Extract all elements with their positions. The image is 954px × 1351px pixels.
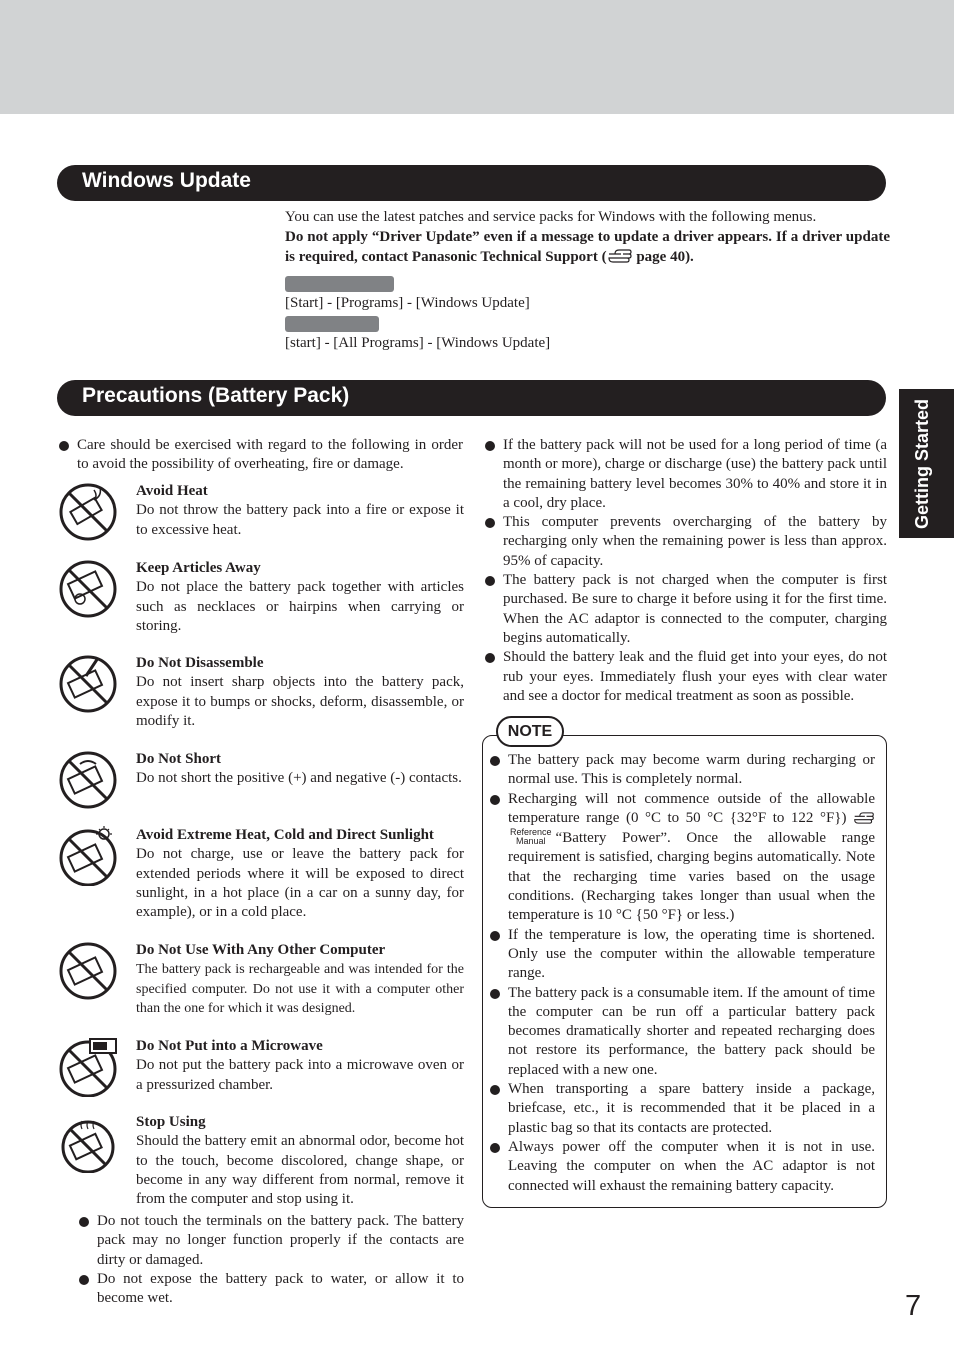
- no-metal-articles-icon: [58, 559, 118, 619]
- no-fire-icon: [58, 482, 118, 542]
- item-text: The battery pack is rechargeable and was intended for the specified computer. Do not use it with a computer other than the one for which it was designed.: [136, 962, 464, 1016]
- note-item: The battery pack is a consumable item. If the amount of time the computer can be run off a particular battery pack becomes dramatically shorter and repeated recharging does not restore its performance, the battery pack should be replaced with a new one.: [489, 984, 875, 1080]
- precautions-right-column: [484, 436, 887, 706]
- no-other-computer-icon: [58, 941, 118, 1001]
- section-header-precautions: [57, 380, 886, 416]
- item-text: Do not insert sharp objects into the battery pack, expose it to bumps or shocks, deform, disassemble, or modify it.: [136, 674, 464, 729]
- list-item: This computer prevents overcharging of the battery by recharging only when the remaining power is less than approx. 95% of capacity.: [484, 513, 887, 571]
- list-item: Do not expose the battery pack to water, or allow it to become wet.: [78, 1270, 464, 1309]
- section-title: Windows Update: [82, 169, 251, 192]
- no-sunlight-icon: [58, 826, 118, 886]
- item-text: Do not short the positive (+) and negative (-) contacts.: [136, 770, 462, 787]
- note-label: [496, 716, 564, 747]
- side-tab-getting-started: [899, 389, 954, 538]
- page-number: 7: [905, 1290, 922, 1322]
- item-title: Avoid Extreme Heat, Cold and Direct Sunlight: [136, 827, 434, 843]
- list-item: If the battery pack will not be used for a long period of time (a month or more), charge or discharge (use) the battery pack until the remaining battery level becomes 30% to 40% and store it in a cool, dry place.: [484, 436, 887, 513]
- item-title: Avoid Heat: [136, 483, 208, 499]
- item-title: Do Not Short: [136, 751, 221, 767]
- item-text: Should the battery emit an abnormal odor, become hot to the touch, become discolored, change shape, or become in any way different from normal, remove it from the computer and stop using it.: [136, 1133, 464, 1208]
- bottom-bullets: [78, 1212, 464, 1308]
- item-text: Do not place the battery pack together with articles such as necklaces or hairpins when carrying or storing.: [136, 579, 464, 634]
- ref-line: Manual: [516, 836, 546, 847]
- item-title: Do Not Use With Any Other Computer: [136, 942, 386, 958]
- note-list: [489, 751, 875, 1196]
- reference-manual-label: [510, 828, 552, 846]
- item-title: Stop Using: [136, 1114, 206, 1130]
- note-item: If the temperature is low, the operating time is shortened. Only use the computer within the allowable temperature range.: [489, 926, 875, 984]
- note-text: “Battery Power”. Once the allowable range requirement is satisfied, charging begins automatically. Note that the recharging time varies based on the usage conditions. (Recharging takes longer than usual when the temperature is 10 °C {50 °F} or less.): [508, 830, 875, 924]
- item-text: Do not put the battery pack into a microwave oven or a pressurized chamber.: [136, 1057, 464, 1093]
- item-text: Do not throw the battery pack into a fire or expose it to excessive heat.: [136, 502, 464, 538]
- no-microwave-icon: [58, 1037, 118, 1097]
- note-item: [489, 790, 875, 926]
- reference-hand-icon: [607, 248, 633, 264]
- menu-path: [start] - [All Programs] - [Windows Update]: [285, 335, 551, 351]
- list-item: Should the battery leak and the fluid get into your eyes, do not rub your eyes. Immediately flush your eyes with clear water and see a doctor for medical treatment as soon as possible.: [484, 648, 887, 706]
- os-label-bar: [285, 316, 379, 332]
- ref-line: Reference: [510, 827, 552, 838]
- list-item: Care should be exercised with regard to the following in order to avoid the possibility of overheating, fire or damage.: [58, 436, 463, 475]
- precautions-left-column: [58, 436, 464, 1307]
- menu-path: [Start] - [Programs] - [Windows Update]: [285, 295, 530, 311]
- item-title: Do Not Put into a Microwave: [136, 1038, 323, 1054]
- item-text: Do not charge, use or leave the battery pack for extended periods where it will be exposed to direct sunlight, in a hot place (in a car on a sunny day, for example), or in a cold place.: [136, 846, 464, 921]
- no-short-icon: [58, 750, 118, 810]
- header-band: [0, 0, 954, 114]
- section-title: Precautions (Battery Pack): [82, 384, 350, 407]
- note-item: When transporting a spare battery inside a package, briefcase, etc., it is recommended that it be placed in a plastic bag so that its contacts are protected.: [489, 1080, 875, 1138]
- side-tab-label: Getting Started: [912, 398, 932, 529]
- item-title: Do Not Disassemble: [136, 655, 264, 671]
- stop-using-icon: [58, 1113, 118, 1173]
- section-header-windows-update: [57, 165, 886, 201]
- note-item: Always power off the computer when it is not in use. Leaving the computer on when the AC adaptor is not connected will exhaust the remaining battery capacity.: [489, 1138, 875, 1196]
- note-text: Recharging will not commence outside of the allowable temperature range (0 °C to 50 °C {32°F to 122 °F}): [508, 790, 875, 826]
- windows-update-text: [285, 207, 890, 267]
- list-item: Do not touch the terminals on the battery pack. The battery pack may no longer function properly if the contacts are dirty or damaged.: [78, 1212, 464, 1270]
- intro-text: You can use the latest patches and service packs for Windows with the following menus.: [285, 209, 817, 225]
- list-item: The battery pack is not charged when the computer is first purchased. Be sure to charge it before using it for the first time. When the AC adaptor is connected to the computer, charging begins automatically.: [484, 571, 887, 648]
- warning-text: [285, 227, 890, 267]
- note-item: The battery pack may become warm during recharging or normal use. This is completely normal.: [489, 751, 875, 790]
- reference-hand-icon: [853, 811, 875, 825]
- item-title: Keep Articles Away: [136, 560, 261, 576]
- os-label-bar: [285, 276, 394, 292]
- note-label-text: NOTE: [507, 723, 553, 740]
- no-disassemble-icon: [58, 654, 118, 714]
- warning-main: Do not apply “Driver Update” even if a message to update a driver appears. If a driver update is required, contact Panasonic Technical Support (: [285, 229, 890, 265]
- warning-ref: page 40).: [632, 249, 694, 265]
